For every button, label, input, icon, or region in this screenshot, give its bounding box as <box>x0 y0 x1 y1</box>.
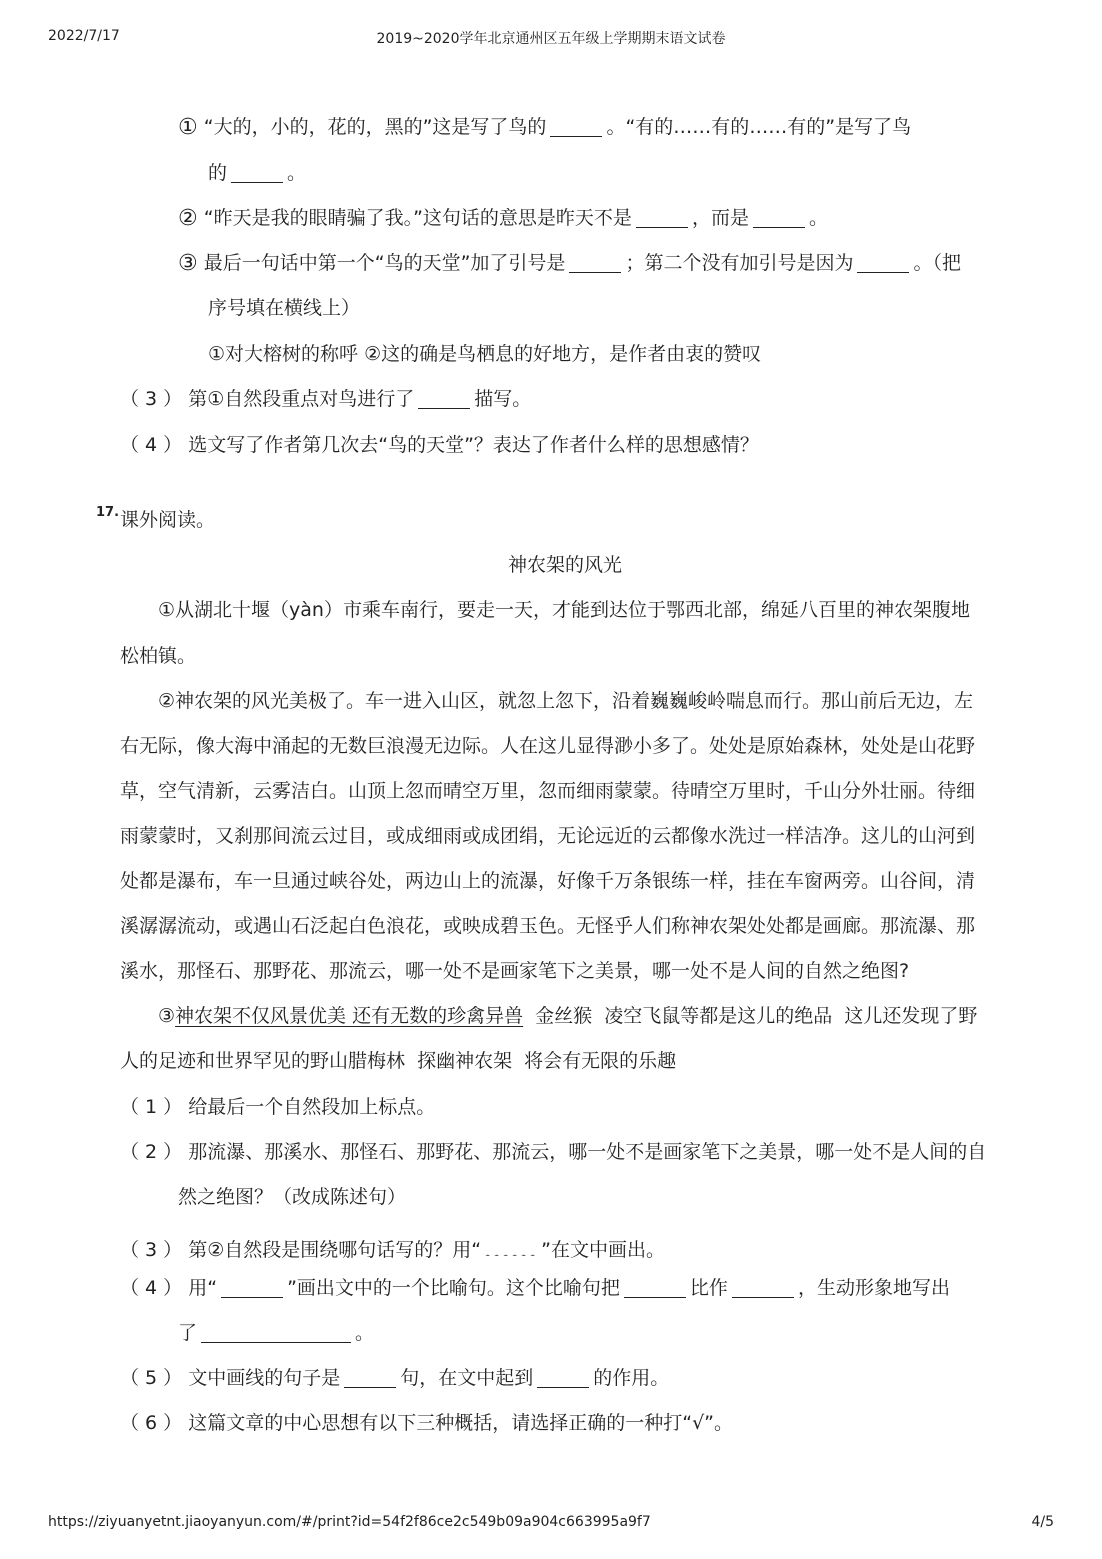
q17-part2-line1: （ 2 ） 那流瀑、那溪水、那怪石、那野花、那流云，哪一处不是画家笔下之美景，哪一处不是人间的自 <box>120 1141 987 1163</box>
para2-line5: 处都是瀑布，车一旦通过峡谷处，两边山上的流瀑，好像千万条银练一样，挂在车窗两旁。山谷间，清 <box>120 870 976 892</box>
answer-blank[interactable] <box>753 207 805 228</box>
q16-part4: （ 4 ） 选文写了作者第几次去“鸟的天堂”？表达了作者什么样的思想感情？ <box>120 434 759 456</box>
q16-part3: （ 3 ） 第①自然段重点对鸟进行了 描写。 <box>120 388 532 410</box>
q16-sub1-line1: ① “大的，小的，花的，黑的”这是写了鸟的 。“有的……有的……有的”是写了鸟 <box>178 115 912 140</box>
q16-options: ①对大榕树的称呼 ②这的确是鸟栖息的好地方，是作者由衷的赞叹 <box>208 343 762 365</box>
answer-blank[interactable] <box>221 1277 283 1298</box>
answer-blank[interactable] <box>201 1322 351 1343</box>
q17-prompt: 课外阅读。 <box>120 509 216 531</box>
answer-blank[interactable] <box>732 1277 794 1298</box>
page-number: 4/5 <box>1031 1514 1054 1530</box>
part-label: （ 3 ） <box>120 388 183 410</box>
para3-line2: 人的足迹和世界罕见的野山腊梅林 探幽神农架 将会有无限的乐趣 <box>120 1050 677 1072</box>
q16-sub3-line1: ③ 最后一句话中第一个“鸟的天堂”加了引号是 ；第二个没有加引号是因为 。（把 <box>178 251 961 276</box>
q16-sub2: ② “昨天是我的眼睛骗了我。”这句话的意思是昨天不是 ，而是 。 <box>178 206 828 231</box>
print-date: 2022/7/17 <box>48 28 120 44</box>
para2-line2: 右无际，像大海中涌起的无数巨浪漫无边际。人在这儿显得渺小多了。处处是原始森林，处处是山花野 <box>120 735 976 757</box>
answer-blank[interactable] <box>344 1367 396 1388</box>
q17-part4-line2: 了 。 <box>178 1322 375 1344</box>
para1-line2: 松柏镇。 <box>120 645 197 667</box>
q17-part1: （ 1 ） 给最后一个自然段加上标点。 <box>120 1096 436 1118</box>
para2-line6: 溪潺潺流动，或遇山石泛起白色浪花，或映成碧玉色。无怪乎人们称神农架处处都是画廊。那流瀑、那 <box>120 915 976 937</box>
para2-line4: 雨蒙蒙时，又刹那间流云过目，或成细雨或成团绢，无论远近的云都像水洗过一样洁净。这儿的山河到 <box>120 825 976 847</box>
answer-blank[interactable] <box>231 162 283 183</box>
answer-blank[interactable] <box>537 1367 589 1388</box>
part-label: （ 2 ） <box>120 1141 183 1163</box>
circled-number: ② <box>178 206 198 231</box>
answer-blank[interactable] <box>624 1277 686 1298</box>
answer-blank[interactable] <box>550 116 602 137</box>
q17-part4-line1: （ 4 ） 用“ ”画出文中的一个比喻句。这个比喻句把 比作 ，生动形象地写出 <box>120 1277 950 1299</box>
document-title: 2019~2020学年北京通州区五年级上学期期末语文试卷 <box>376 31 726 47</box>
page-url: https://ziyuanyetnt.jiaoyanyun.com/#/print?id=54f2f86ce2c549b09a904c663995a9f7 <box>48 1514 651 1530</box>
q17-part6: （ 6 ） 这篇文章的中心思想有以下三种概括，请选择正确的一种打“√”。 <box>120 1412 734 1434</box>
circled-number: ① <box>178 115 198 140</box>
para2-line1: ②神农架的风光美极了。车一进入山区，就忽上忽下，沿着巍巍峻岭喘息而行。那山前后无边，左 <box>158 690 974 712</box>
part-label: （ 4 ） <box>120 1277 183 1299</box>
question-number: 17. <box>96 505 120 520</box>
q17-part3: （ 3 ） 第②自然段是围绕哪句话写的？用“ ”在文中画出。 <box>120 1230 665 1263</box>
para2-line3: 草，空气清新，云雾洁白。山顶上忽而晴空万里，忽而细雨蒙蒙。待晴空万里时，千山分外壮丽。待细 <box>120 780 976 802</box>
para1-line1: ①从湖北十堰（yàn）市乘车南行，要走一天，才能到达位于鄂西北部，绵延八百里的神农架腹地 <box>158 599 970 621</box>
passage-title: 神农架的风光 <box>507 554 622 576</box>
circled-number: ③ <box>178 251 198 276</box>
answer-blank[interactable] <box>857 252 909 273</box>
para3-line1: ③神农架不仅风景优美 还有无数的珍禽异兽 金丝猴 凌空飞鼠等都是这儿的绝品 这儿还发现了野 <box>158 1005 978 1027</box>
wavy-line-mark <box>481 1230 541 1256</box>
part-label: （ 5 ） <box>120 1367 183 1389</box>
part-label: （ 4 ） <box>120 434 183 456</box>
q17-part2-line2: 然之绝图？（改成陈述句） <box>178 1186 407 1208</box>
answer-blank[interactable] <box>418 388 470 409</box>
part-label: （ 1 ） <box>120 1096 183 1118</box>
q16-sub3-line2: 序号填在横线上） <box>208 297 361 319</box>
q16-sub1-line2: 的 。 <box>208 162 307 184</box>
part-label: （ 6 ） <box>120 1412 183 1434</box>
answer-blank[interactable] <box>569 252 621 273</box>
para2-line7: 溪水，那怪石、那野花、那流云，哪一处不是画家笔下之美景，哪一处不是人间的自然之绝图? <box>120 960 910 982</box>
q17-part5: （ 5 ） 文中画线的句子是 句，在文中起到 的作用。 <box>120 1367 670 1389</box>
answer-blank[interactable] <box>636 207 688 228</box>
underlined-sentence: 神农架不仅风景优美 还有无数的珍禽异兽 <box>175 1005 524 1027</box>
part-label: （ 3 ） <box>120 1239 183 1261</box>
